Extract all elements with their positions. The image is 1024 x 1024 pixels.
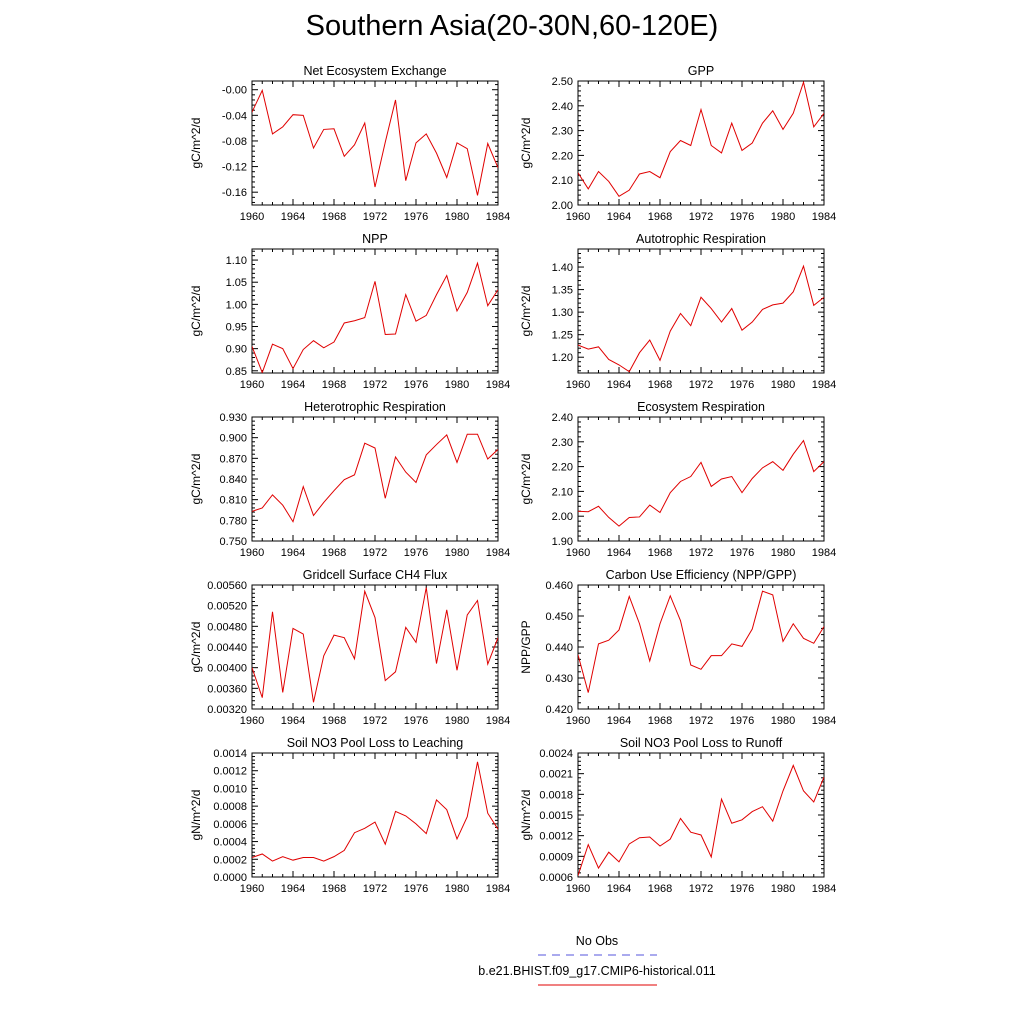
- x-tick-label: 1976: [403, 547, 429, 559]
- y-tick-label: 0.0000: [213, 872, 247, 884]
- x-tick-label: 1980: [770, 547, 796, 559]
- x-tick-label: 1972: [688, 883, 714, 895]
- y-tick-label: 1.35: [551, 284, 573, 297]
- x-tick-label: 1984: [485, 715, 511, 727]
- y-tick-label: 2.50: [551, 76, 573, 88]
- y-tick-label: -0.12: [221, 161, 247, 174]
- x-tick-label: 1960: [565, 883, 591, 895]
- y-tick-label: 0.0014: [213, 748, 247, 760]
- series-line: [252, 762, 498, 861]
- x-tick-label: 1968: [321, 547, 347, 559]
- panel-title: Gridcell Surface CH4 Flux: [302, 568, 448, 582]
- panel-heterotrophic-respiration: [189, 400, 510, 559]
- y-tick-label: 2.10: [551, 486, 573, 499]
- y-tick-label: 0.00360: [207, 683, 247, 696]
- panel-soil-no3-pool-loss-to-leaching: [189, 736, 510, 895]
- y-tick-label: 0.460: [545, 580, 573, 592]
- x-tick-label: 1960: [239, 211, 265, 223]
- y-tick-label: 0.00320: [207, 704, 247, 716]
- y-axis-label: gC/m^2/d: [519, 285, 533, 337]
- y-tick-label: 0.780: [219, 515, 247, 528]
- y-tick-label: 0.0012: [539, 830, 573, 843]
- y-tick-label: 0.00560: [207, 580, 247, 592]
- x-tick-label: 1984: [811, 547, 837, 559]
- x-tick-label: 1980: [444, 211, 470, 223]
- x-tick-label: 1960: [239, 379, 265, 391]
- legend: [478, 934, 715, 985]
- panel-title: Soil NO3 Pool Loss to Leaching: [286, 736, 464, 750]
- y-tick-label: 0.0021: [539, 768, 573, 781]
- y-tick-label: 0.00520: [207, 600, 247, 613]
- x-tick-label: 1960: [565, 715, 591, 727]
- x-tick-label: 1964: [606, 883, 632, 895]
- y-tick-label: 0.0004: [213, 836, 247, 849]
- plot-frame: [252, 249, 498, 373]
- x-tick-label: 1984: [811, 211, 837, 223]
- y-tick-label: 2.30: [551, 125, 573, 138]
- y-tick-label: 0.0008: [213, 801, 247, 814]
- y-tick-label: 1.05: [225, 277, 247, 290]
- panel-title: Soil NO3 Pool Loss to Runoff: [619, 736, 783, 750]
- x-tick-label: 1980: [444, 379, 470, 391]
- panel-title: Autotrophic Respiration: [636, 232, 766, 246]
- figure-title: Southern Asia(20-30N,60-120E): [305, 10, 719, 42]
- x-tick-label: 1968: [321, 379, 347, 391]
- y-tick-label: 0.0018: [539, 789, 573, 802]
- series-line: [252, 90, 498, 195]
- y-axis-label: gN/m^2/d: [519, 789, 533, 841]
- y-tick-label: 0.870: [219, 453, 247, 466]
- y-tick-label: 2.10: [551, 175, 573, 188]
- x-tick-label: 1976: [729, 379, 755, 391]
- y-tick-label: 0.750: [219, 536, 247, 548]
- y-tick-label: -0.08: [221, 135, 247, 148]
- x-tick-label: 1964: [280, 547, 306, 559]
- y-tick-label: 2.30: [551, 436, 573, 449]
- series-line: [578, 266, 824, 372]
- plot-frame: [252, 417, 498, 541]
- x-tick-label: 1972: [362, 379, 388, 391]
- x-tick-label: 1980: [444, 715, 470, 727]
- y-tick-label: 1.10: [225, 255, 247, 268]
- x-tick-label: 1976: [403, 883, 429, 895]
- x-tick-label: 1964: [280, 883, 306, 895]
- y-tick-label: 0.810: [219, 494, 247, 507]
- y-tick-label: 0.440: [545, 642, 573, 654]
- panel-carbon-use-efficiency-npp-gpp: [519, 568, 836, 727]
- x-tick-label: 1980: [770, 211, 796, 223]
- y-tick-label: 0.930: [219, 412, 247, 424]
- panel-gridcell-surface-ch4-flux: [189, 568, 510, 727]
- y-tick-label: 0.0015: [539, 810, 573, 822]
- y-axis-label: gC/m^2/d: [189, 621, 203, 673]
- y-tick-label: 0.900: [219, 432, 247, 445]
- x-tick-label: 1984: [485, 211, 511, 223]
- y-tick-label: -0.04: [221, 110, 247, 123]
- y-tick-label: -0.00: [221, 84, 247, 97]
- x-tick-label: 1976: [403, 211, 429, 223]
- panel-gpp: [519, 64, 836, 223]
- y-axis-label: gC/m^2/d: [519, 117, 533, 169]
- y-tick-label: 2.40: [551, 412, 573, 424]
- series-line: [252, 434, 498, 521]
- plot-frame: [578, 249, 824, 373]
- y-tick-label: 2.20: [551, 461, 573, 474]
- legend-model-label: b.e21.BHIST.f09_g17.CMIP6-historical.011: [478, 964, 716, 978]
- x-tick-label: 1984: [811, 883, 837, 895]
- x-tick-label: 1984: [485, 379, 511, 391]
- x-tick-label: 1968: [647, 379, 673, 391]
- x-tick-label: 1972: [362, 715, 388, 727]
- y-tick-label: 0.0006: [539, 872, 573, 884]
- panel-ecosystem-respiration: [519, 400, 836, 559]
- y-tick-label: 1.00: [225, 299, 247, 312]
- x-tick-label: 1960: [565, 379, 591, 391]
- y-tick-label: 0.0009: [539, 851, 573, 864]
- x-tick-label: 1968: [321, 715, 347, 727]
- x-tick-label: 1972: [362, 547, 388, 559]
- y-tick-label: 0.00480: [207, 621, 247, 634]
- x-tick-label: 1980: [770, 715, 796, 727]
- x-tick-label: 1960: [565, 211, 591, 223]
- x-tick-label: 1984: [485, 883, 511, 895]
- x-tick-label: 1972: [688, 379, 714, 391]
- y-tick-label: 2.00: [551, 511, 573, 524]
- y-tick-label: 1.40: [551, 262, 573, 275]
- panel-title: Net Ecosystem Exchange: [303, 64, 447, 78]
- y-tick-label: 2.40: [551, 100, 573, 113]
- panel-autotrophic-respiration: [519, 232, 836, 391]
- y-tick-label: 0.00400: [207, 662, 247, 675]
- y-axis-label: gC/m^2/d: [189, 117, 203, 169]
- y-tick-label: 2.00: [551, 200, 573, 212]
- x-tick-label: 1984: [485, 547, 511, 559]
- series-line: [578, 441, 824, 527]
- x-tick-label: 1960: [565, 547, 591, 559]
- y-tick-label: 0.0024: [539, 748, 573, 760]
- plot-frame: [578, 585, 824, 709]
- x-tick-label: 1960: [239, 547, 265, 559]
- panel-title: Heterotrophic Respiration: [304, 400, 446, 414]
- x-tick-label: 1968: [647, 883, 673, 895]
- y-tick-label: 1.30: [551, 307, 573, 320]
- plot-frame: [578, 81, 824, 205]
- legend-obs-label: No Obs: [575, 934, 619, 948]
- x-tick-label: 1972: [362, 211, 388, 223]
- x-tick-label: 1964: [606, 547, 632, 559]
- y-axis-label: gC/m^2/d: [189, 453, 203, 505]
- y-tick-label: 1.25: [551, 329, 573, 342]
- panel-title: GPP: [687, 64, 715, 78]
- x-tick-label: 1976: [729, 547, 755, 559]
- x-tick-label: 1972: [688, 211, 714, 223]
- y-tick-label: 0.0002: [213, 854, 247, 867]
- x-tick-label: 1980: [770, 379, 796, 391]
- y-tick-label: 2.20: [551, 150, 573, 163]
- x-tick-label: 1976: [729, 211, 755, 223]
- series-line: [578, 591, 824, 692]
- x-tick-label: 1972: [688, 715, 714, 727]
- x-tick-label: 1976: [403, 379, 429, 391]
- x-tick-label: 1968: [647, 211, 673, 223]
- x-tick-label: 1976: [729, 715, 755, 727]
- panel-title: Carbon Use Efficiency (NPP/GPP): [605, 568, 797, 582]
- x-tick-label: 1964: [606, 379, 632, 391]
- y-axis-label: gN/m^2/d: [189, 789, 203, 841]
- y-tick-label: 1.90: [551, 536, 573, 548]
- x-tick-label: 1972: [362, 883, 388, 895]
- x-tick-label: 1968: [647, 715, 673, 727]
- y-tick-label: 0.840: [219, 474, 247, 486]
- y-tick-label: 0.85: [225, 365, 247, 378]
- x-tick-label: 1984: [811, 715, 837, 727]
- panel-soil-no3-pool-loss-to-runoff: [519, 736, 836, 895]
- series-line: [252, 263, 498, 372]
- series-line: [252, 588, 498, 703]
- y-tick-label: 0.0010: [213, 783, 247, 796]
- y-tick-label: 0.0012: [213, 765, 247, 778]
- x-tick-label: 1964: [606, 211, 632, 223]
- y-tick-label: 0.90: [225, 343, 247, 356]
- y-axis-label: NPP/GPP: [519, 620, 533, 674]
- panel-title: NPP: [362, 232, 388, 246]
- x-tick-label: 1976: [403, 715, 429, 727]
- x-tick-label: 1980: [444, 547, 470, 559]
- x-tick-label: 1968: [647, 547, 673, 559]
- panel-net-ecosystem-exchange: [189, 64, 510, 223]
- y-tick-label: 0.420: [545, 704, 573, 716]
- x-tick-label: 1980: [444, 883, 470, 895]
- x-tick-label: 1968: [321, 883, 347, 895]
- y-axis-label: gC/m^2/d: [189, 285, 203, 337]
- x-tick-label: 1968: [321, 211, 347, 223]
- panel-title: Ecosystem Respiration: [637, 400, 765, 414]
- series-line: [578, 82, 824, 196]
- x-tick-label: 1984: [811, 379, 837, 391]
- y-tick-label: 0.430: [545, 673, 573, 685]
- panel-npp: [189, 232, 510, 391]
- y-tick-label: 0.450: [545, 611, 573, 623]
- x-tick-label: 1980: [770, 883, 796, 895]
- x-tick-label: 1960: [239, 883, 265, 895]
- x-tick-label: 1964: [606, 715, 632, 727]
- series-line: [578, 765, 824, 875]
- x-tick-label: 1964: [280, 379, 306, 391]
- x-tick-label: 1976: [729, 883, 755, 895]
- y-tick-label: 0.0006: [213, 818, 247, 831]
- x-tick-label: 1964: [280, 211, 306, 223]
- y-tick-label: -0.16: [221, 187, 247, 200]
- y-axis-label: gC/m^2/d: [519, 453, 533, 505]
- x-tick-label: 1972: [688, 547, 714, 559]
- y-tick-label: 0.95: [225, 321, 247, 334]
- x-tick-label: 1964: [280, 715, 306, 727]
- x-tick-label: 1960: [239, 715, 265, 727]
- y-tick-label: 1.20: [551, 352, 573, 365]
- y-tick-label: 0.00440: [207, 642, 247, 654]
